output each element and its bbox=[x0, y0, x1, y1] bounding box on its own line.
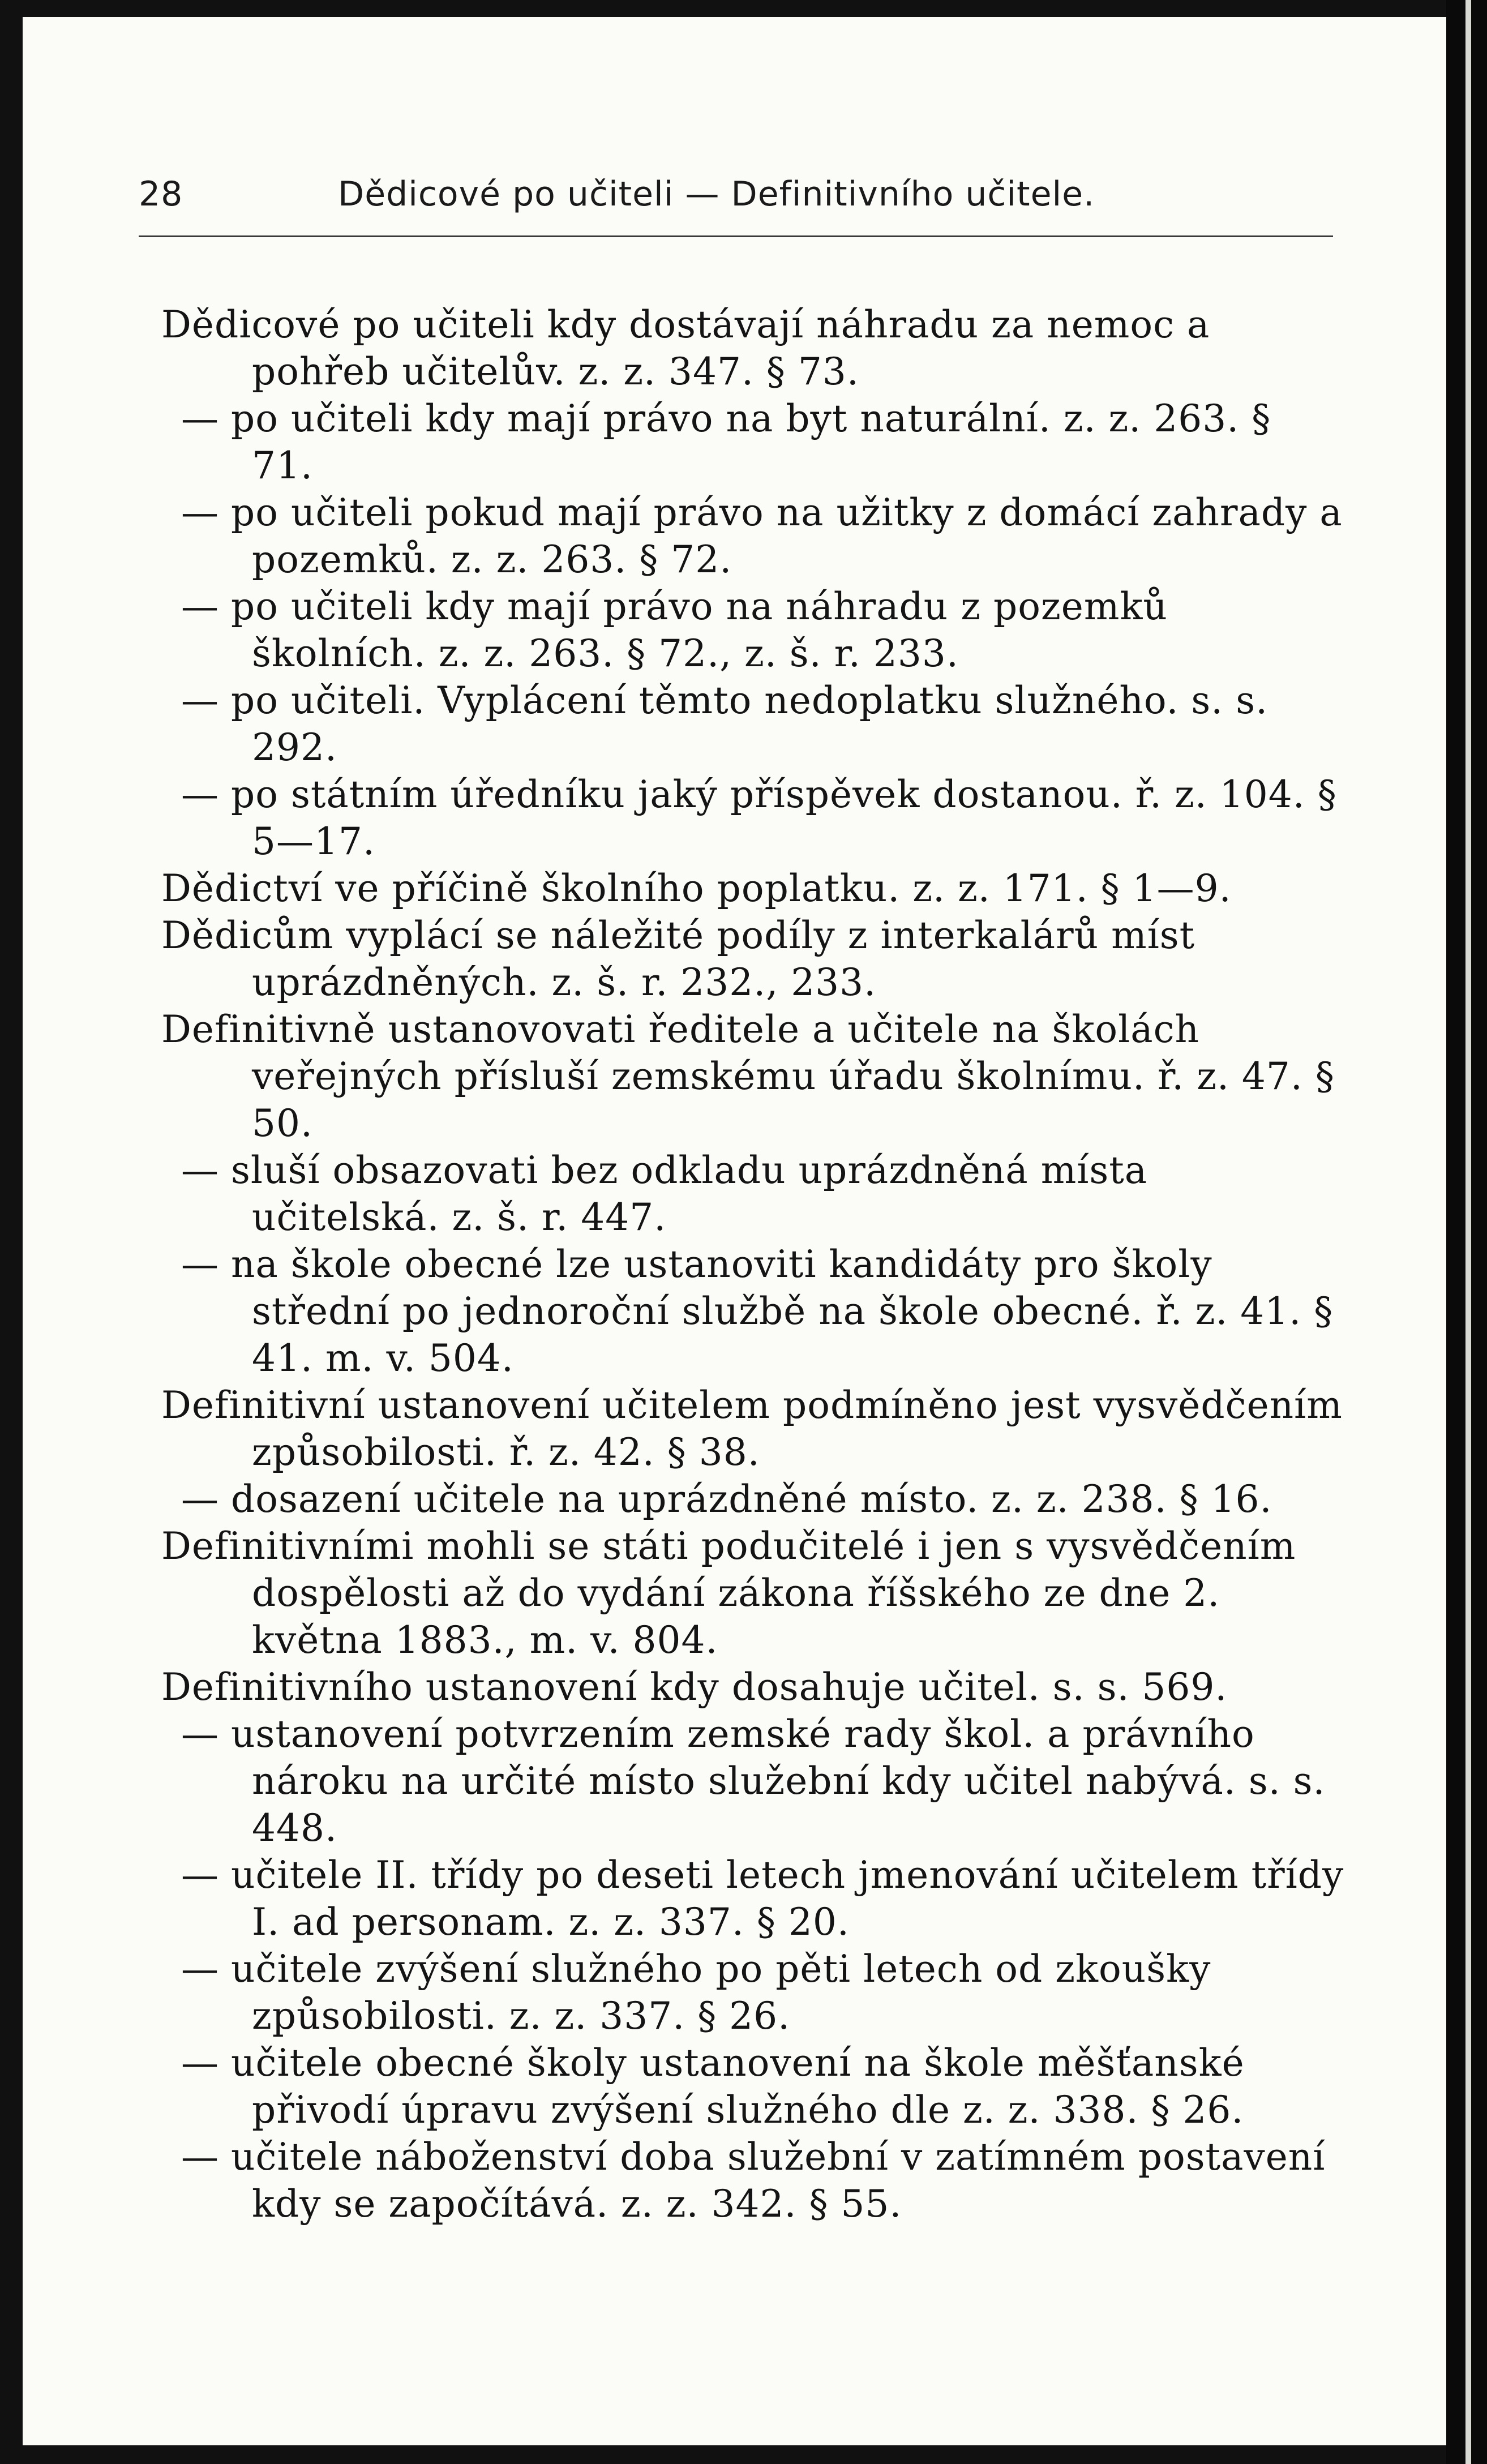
scan-edge bbox=[1446, 0, 1487, 2464]
index-subentry: — sluší obsazovati bez odkladu uprázdněná místa učitelská. z. š. r. 447. bbox=[181, 1149, 1148, 1239]
scan-edge-strip bbox=[1465, 0, 1471, 2464]
index-subentry: — po učiteli kdy mají právo na náhradu z pozemků školních. z. z. 263. § 72., z. š. r. 233. bbox=[181, 585, 1168, 675]
index-entry: Dědicové po učiteli kdy dostávají náhradu za nemoc a pohřeb učitelův. z. z. 347. § 73. bbox=[161, 303, 1210, 393]
index-entry: Definitivními mohli se státi podučitelé i jen s vysvědčením dospělosti až do vydání zákona říšského ze dne 2. května 1883., m. v. 804. bbox=[161, 1524, 1296, 1662]
book-page bbox=[23, 17, 1446, 2445]
index-subentry: — po učiteli pokud mají právo na užitky z domácí zahrady a pozemků. z. z. 263. § 72. bbox=[181, 491, 1343, 581]
header-rule bbox=[139, 235, 1333, 237]
index-subentry: — po státním úředníku jaký příspěvek dostanou. ř. z. 104. § 5—17. bbox=[181, 773, 1337, 863]
index-subentry: — dosazení učitele na uprázdněné místo. z. z. 238. § 16. bbox=[181, 1477, 1272, 1521]
page-header bbox=[139, 174, 1339, 225]
index-entry: Definitivní ustanovení učitelem podmíněno jest vysvědčením způsobilosti. ř. z. 42. § 38. bbox=[161, 1383, 1343, 1474]
index-subentry: — učitele II. třídy po deseti letech jmenování učitelem třídy I. ad personam. z. z. 337. § 20. bbox=[181, 1853, 1344, 1944]
index-entry: Definitivního ustanovení kdy dosahuje učitel. s. s. 569. bbox=[161, 1665, 1228, 1709]
index-subentry: — po učiteli. Vyplácení těmto nedoplatku služného. s. s. 292. bbox=[181, 679, 1269, 769]
index-subentry: — na škole obecné lze ustanoviti kandidáty pro školy střední po jednoroční službě na škole obecné. ř. z. 41. § 41. m. v. 504. bbox=[181, 1242, 1334, 1380]
index-subentry: — ustanovení potvrzením zemské rady škol. a právního nároku na určité místo služební kdy učitel nabývá. s. s. 448. bbox=[181, 1712, 1326, 1850]
index-subentry: — učitele náboženství doba služební v zatímném postavení kdy se započítává. z. z. 342. § 55. bbox=[181, 2135, 1326, 2226]
page-number: 28 bbox=[139, 174, 183, 214]
index-subentry: — učitele zvýšení služného po pěti letech od zkoušky způsobilosti. z. z. 337. § 26. bbox=[181, 1947, 1211, 2038]
index-entries bbox=[161, 301, 1344, 2227]
running-title: Dědicové po učiteli — Definitivního učitele. bbox=[338, 174, 1095, 214]
index-subentry: — učitele obecné školy ustanovení na škole měšťanské přivodí úpravu zvýšení služného dle z. z. 338. § 26. bbox=[181, 2041, 1245, 2132]
index-entry: Dědicům vyplácí se náležité podíly z interkalárů míst uprázdněných. z. š. r. 232., 233. bbox=[161, 914, 1195, 1004]
index-entry: Definitivně ustanovovati ředitele a učitele na školách veřejných přísluší zemskému úřadu školnímu. ř. z. 47. § 50. bbox=[161, 1008, 1335, 1145]
index-entry: Dědictví ve příčině školního poplatku. z. z. 171. § 1—9. bbox=[161, 867, 1232, 910]
index-subentry: — po učiteli kdy mají právo na byt naturální. z. z. 263. § 71. bbox=[181, 397, 1271, 487]
